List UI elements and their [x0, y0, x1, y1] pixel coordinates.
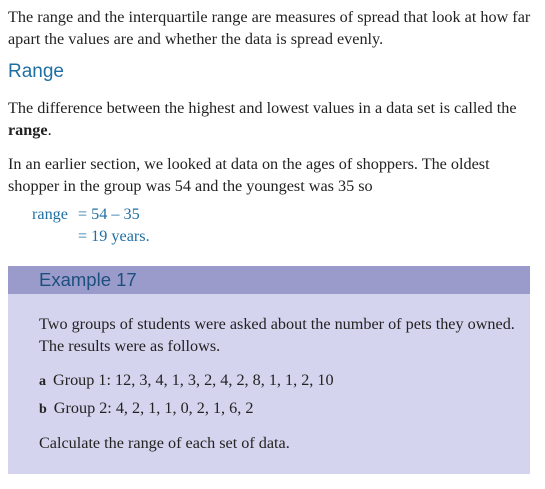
definition-paragraph	[8, 97, 536, 141]
context-paragraph: In an earlier section, we looked at data on the ages of shoppers. The oldest shopper in the group was 54 and the youngest was 35 so	[8, 155, 490, 195]
item-text: Group 1: 12, 3, 4, 1, 3, 2, 4, 2, 8, 1, 1, 2, 10	[53, 371, 334, 389]
intro-paragraph: The range and the interquartile range are measures of spread that look at how far apart the values are and whether the data is spread evenly.	[8, 8, 531, 48]
calculation-line-2: = 19 years.	[78, 227, 150, 245]
item-letter: b	[39, 402, 47, 417]
example-question: Two groups of students were asked about the number of pets they owned. The results were as follows.	[39, 315, 515, 355]
definition-term: range	[8, 121, 48, 139]
definition-text: The difference between the highest and lowest values in a data set is called the	[8, 99, 517, 117]
definition-end: .	[47, 121, 52, 139]
item-text: Group 2: 4, 2, 1, 1, 0, 2, 1, 6, 2	[53, 399, 254, 417]
example-header	[8, 266, 530, 294]
calculation-label: range	[32, 205, 68, 223]
example-item-a	[39, 369, 334, 393]
example-instruction: Calculate the range of each set of data.	[39, 434, 290, 452]
example-item-b	[39, 397, 253, 421]
example-box	[8, 266, 530, 474]
section-heading: Range	[8, 61, 64, 82]
item-letter: a	[39, 374, 46, 389]
calculation-line-1: = 54 – 35	[78, 205, 140, 223]
example-title: Example 17	[39, 269, 137, 290]
